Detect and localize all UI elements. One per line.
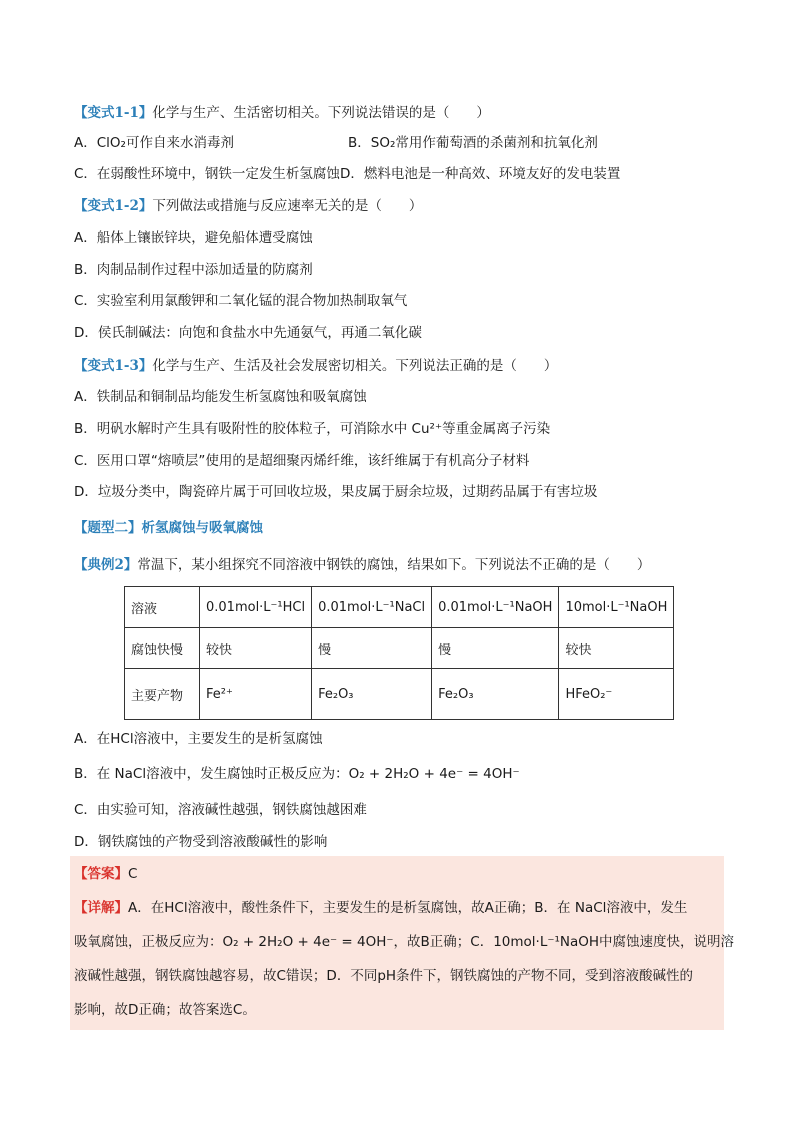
- answer-line: [74, 864, 137, 884]
- table-row: [125, 669, 674, 720]
- detail-text-4: 影响，故D正确；故答案选C。: [74, 1002, 256, 1018]
- table-header-cell: 溶液: [125, 587, 200, 628]
- question-text: 化学与生产、生活密切相关。下列说法错误的是（ ）: [152, 105, 490, 121]
- question-text: 下列做法或措施与反应速率无关的是（ ）: [152, 198, 423, 214]
- option-a: A．在HCl溶液中，主要发生的是析氢腐蚀: [74, 731, 323, 747]
- option-b: B．在 NaCl溶液中，发生腐蚀时正极反应为：O₂ + 2H₂O + 4e⁻ = 4OH⁻: [74, 766, 520, 782]
- table-cell: 慢: [432, 628, 559, 669]
- table-cell: 0.01mol·L⁻¹NaCl: [312, 587, 432, 628]
- results-table: [124, 586, 674, 720]
- option-row: [74, 164, 620, 184]
- table-header-cell: 腐蚀快慢: [125, 628, 200, 669]
- question-text: 常温下，某小组探究不同溶液中钢铁的腐蚀，结果如下。下列说法不正确的是（ ）: [137, 557, 651, 573]
- table-header-cell: 主要产物: [125, 669, 200, 720]
- variant-tag: 【变式1-2】: [74, 198, 153, 214]
- option-row: [74, 133, 598, 153]
- table-cell: 0.01mol·L⁻¹HCl: [200, 587, 312, 628]
- option-c: C．医用口罩“熔喷层”使用的是超细聚丙烯纤维，该纤维属于有机高分子材料: [74, 453, 530, 469]
- question-variant-1-2: [74, 196, 422, 216]
- option-a: A．ClO₂可作自来水消毒剂: [74, 135, 234, 151]
- detail-tag: 【详解】: [74, 900, 128, 916]
- option-c: C．实验室利用氯酸钾和二氧化锰的混合物加热制取氧气: [74, 293, 408, 309]
- table-cell: HFeO₂⁻: [559, 669, 674, 720]
- table-cell: 0.01mol·L⁻¹NaOH: [432, 587, 559, 628]
- table-cell: Fe²⁺: [200, 669, 312, 720]
- option-b: B．SO₂常用作葡萄酒的杀菌剂和抗氧化剂: [348, 135, 598, 151]
- option-b: B．明矾水解时产生具有吸附性的胶体粒子，可消除水中 Cu²⁺等重金属离子污染: [74, 421, 551, 437]
- table-cell: 较快: [559, 628, 674, 669]
- example-tag: 【典例2】: [74, 557, 138, 573]
- option-c: C．在弱酸性环境中，钢铁一定发生析氢腐蚀: [74, 166, 340, 182]
- table-cell: 慢: [312, 628, 432, 669]
- table-cell: 10mol·L⁻¹NaOH: [559, 587, 674, 628]
- option-d: D．垃圾分类中，陶瓷碎片属于可回收垃圾，果皮属于厨余垃圾，过期药品属于有害垃圾: [74, 484, 598, 500]
- detail-text-1: A．在HCl溶液中，酸性条件下，主要发生的是析氢腐蚀，故A正确；B．在 NaCl溶液中，发生: [128, 900, 688, 916]
- table-cell: Fe₂O₃: [312, 669, 432, 720]
- variant-tag: 【变式1-3】: [74, 358, 153, 374]
- option-a: A．铁制品和铜制品均能发生析氢腐蚀和吸氧腐蚀: [74, 389, 367, 405]
- option-d: D．侯氏制碱法：向饱和食盐水中先通氨气，再通二氧化碳: [74, 325, 422, 341]
- option-c: C．由实验可知，溶液碱性越强，钢铁腐蚀越困难: [74, 802, 367, 818]
- variant-tag: 【变式1-1】: [74, 105, 153, 121]
- example-2-question: [74, 555, 650, 575]
- answer-value: C: [128, 866, 138, 882]
- option-d: D．燃料电池是一种高效、环境友好的发电装置: [339, 166, 621, 182]
- question-variant-1-1: [74, 103, 490, 123]
- section-title: 【题型二】析氢腐蚀与吸氧腐蚀: [74, 520, 263, 536]
- table-row: [125, 587, 674, 628]
- option-b: B．肉制品制作过程中添加适量的防腐剂: [74, 262, 313, 278]
- detail-text-3: 液碱性越强，钢铁腐蚀越容易，故C错误；D．不同pH条件下，钢铁腐蚀的产物不同，受到溶液酸碱性的: [74, 968, 694, 984]
- table-cell: Fe₂O₃: [432, 669, 559, 720]
- option-a: A．船体上镶嵌锌块，避免船体遭受腐蚀: [74, 230, 313, 246]
- detail-line: [74, 898, 687, 918]
- answer-tag: 【答案】: [74, 866, 128, 882]
- detail-text-2: 吸氧腐蚀，正极反应为：O₂ + 2H₂O + 4e⁻ = 4OH⁻，故B正确；C．10mol·L⁻¹NaOH中腐蚀速度快，说明溶: [74, 934, 735, 950]
- table-cell: 较快: [200, 628, 312, 669]
- table-row: [125, 628, 674, 669]
- answer-box: [70, 856, 735, 1030]
- question-text: 化学与生产、生活及社会发展密切相关。下列说法正确的是（ ）: [152, 358, 558, 374]
- option-d: D．钢铁腐蚀的产物受到溶液酸碱性的影响: [74, 834, 328, 850]
- question-variant-1-3: [74, 356, 557, 376]
